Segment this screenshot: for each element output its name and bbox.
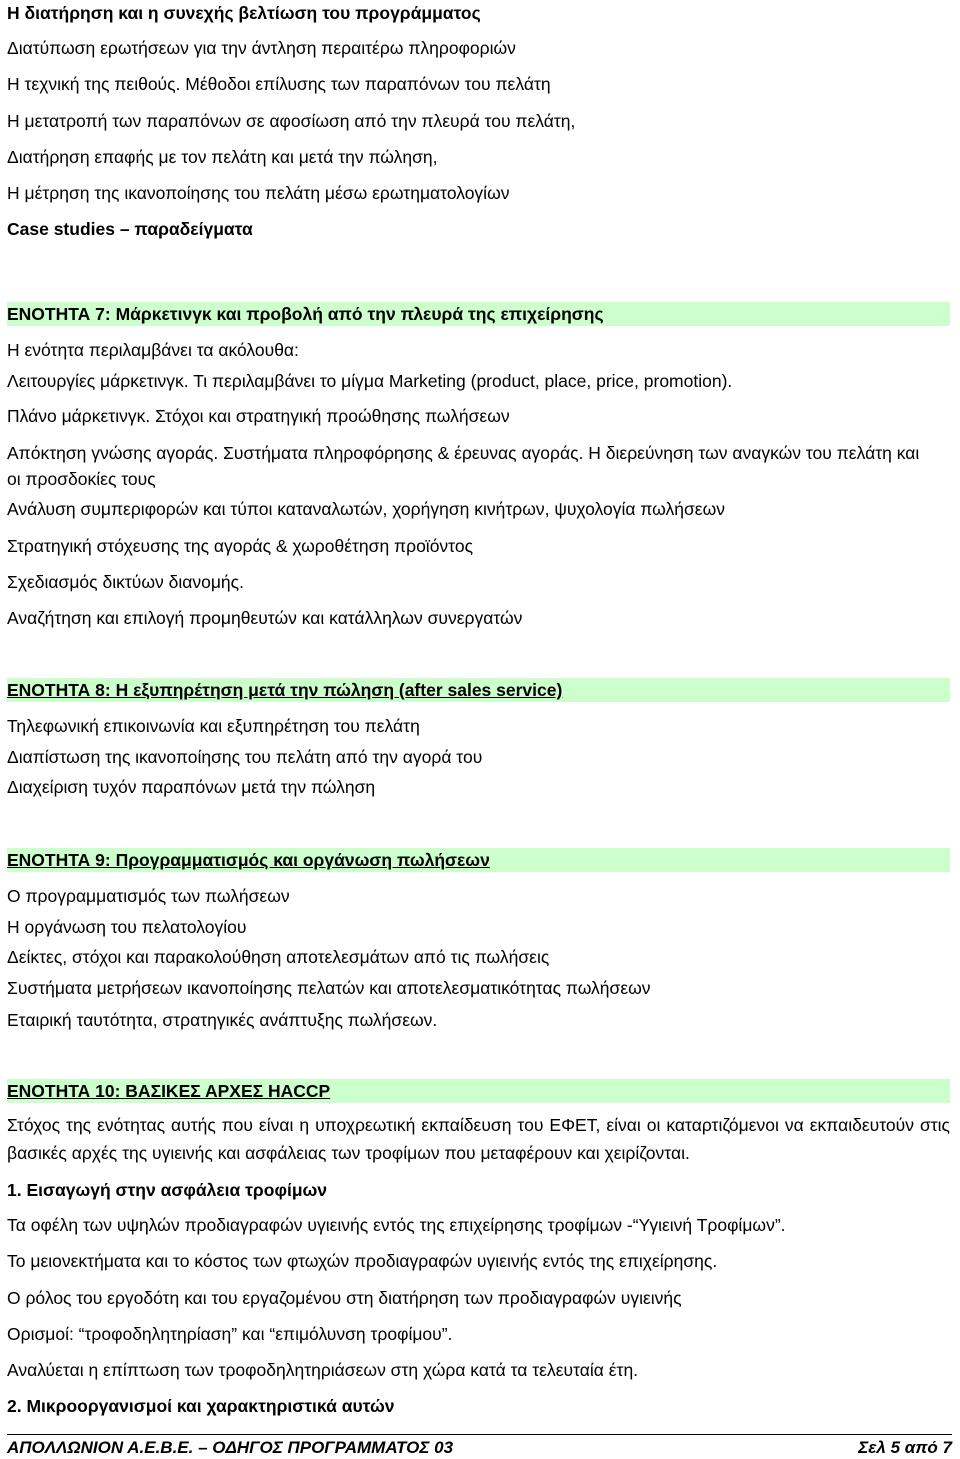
text-line: Η οργάνωση του πελατολογίου [7, 917, 247, 937]
text-line: Διαχείριση τυχόν παραπόνων μετά την πώληση [7, 777, 376, 797]
text-line: Διατήρηση επαφής με τον πελάτη και μετά την πώληση, [7, 147, 438, 167]
subsection-title: 2. Μικροοργανισμοί και χαρακτηριστικά αυτών [7, 1396, 395, 1416]
text-line: Τηλεφωνική επικοινωνία και εξυπηρέτηση του πελάτη [7, 716, 420, 736]
text-line: Case studies – παραδείγματα [7, 219, 253, 239]
text-line: Συστήματα μετρήσεων ικανοποίησης πελατών και αποτελεσματικότητας πωλήσεων [7, 978, 651, 998]
text-line: Η διατήρηση και η συνεχής βελτίωση του προγράμματος [7, 3, 481, 23]
text-line: οι προσδοκίες τους [7, 469, 156, 489]
subsection-title: 1. Εισαγωγή στην ασφάλεια τροφίμων [7, 1180, 328, 1200]
section-heading-text: ΕΝΟΤΗΤΑ 10: ΒΑΣΙΚΕΣ ΑΡΧΕΣ HACCP [7, 1081, 331, 1101]
text-line: Η μέτρηση της ικανοποίησης του πελάτη μέσω ερωτηματολογίων [7, 183, 510, 203]
section-heading-text: ΕΝΟΤΗΤΑ 7: Μάρκετινγκ και προβολή από την πλευρά της επιχείρησης [7, 304, 604, 324]
section-heading [7, 848, 950, 872]
text-line: Στρατηγική στόχευσης της αγοράς & χωροθέτηση προϊόντος [7, 536, 474, 556]
text-line: Σχεδιασμός δικτύων διανομής. [7, 572, 244, 592]
text-line: Ορισμοί: “τροφοδηλητηρίαση” και “επιμόλυνση τροφίμου”. [7, 1324, 453, 1344]
text-line: Η τεχνική της πειθούς. Μέθοδοι επίλυσης των παραπόνων του πελάτη [7, 74, 551, 94]
footer-divider [7, 1434, 952, 1435]
text-line: Η ενότητα περιλαμβάνει τα ακόλουθα: [7, 340, 299, 360]
section-heading [7, 678, 950, 702]
section-heading [7, 302, 950, 326]
text-line: Διατύπωση ερωτήσεων για την άντληση περαιτέρω πληροφοριών [7, 38, 516, 58]
text-line: Ο ρόλος του εργοδότη και του εργαζομένου στη διατήρηση των προδιαγραφών υγιεινής [7, 1288, 682, 1308]
page-number: Σελ 5 από 7 [858, 1438, 952, 1457]
text-line: Διαπίστωση της ικανοποίησης του πελάτη από την αγορά του [7, 747, 483, 767]
text-line: Ο προγραμματισμός των πωλήσεων [7, 886, 290, 906]
section-heading-text: ΕΝΟΤΗΤΑ 8: Η εξυπηρέτηση μετά την πώληση (after sales service) [7, 680, 563, 700]
text-line: Εταιρική ταυτότητα, στρατηγικές ανάπτυξης πωλήσεων. [7, 1010, 438, 1030]
section-heading [7, 1079, 950, 1103]
text-line: Η μετατροπή των παραπόνων σε αφοσίωση από την πλευρά του πελάτη, [7, 111, 576, 131]
text-line: Αναλύεται η επίπτωση των τροφοδηλητηριάσεων στη χώρα κατά τα τελευταία έτη. [7, 1360, 639, 1380]
text-line: Πλάνο μάρκετινγκ. Στόχοι και στρατηγική προώθησης πωλήσεων [7, 406, 510, 426]
page-footer [7, 1437, 952, 1459]
text-line: Απόκτηση γνώσης αγοράς. Συστήματα πληροφόρησης & έρευνας αγοράς. Η διερεύνηση των αναγκών του πελάτη και [7, 443, 920, 463]
text-line: Δείκτες, στόχοι και παρακολούθηση αποτελεσμάτων από τις πωλήσεις [7, 947, 550, 967]
text-line: Ανάλυση συμπεριφορών και τύποι καταναλωτών, χορήγηση κινήτρων, ψυχολογία πωλήσεων [7, 499, 725, 519]
text-line: Λειτουργίες μάρκετινγκ. Τι περιλαμβάνει το μίγμα Marketing (product, place, price, promotion). [7, 371, 733, 391]
footer-title: ΑΠΟΛΛΩΝΙΟΝ Α.Ε.Β.Ε. – ΟΔΗΓΟΣ ΠΡΟΓΡΑΜΜΑΤΟΣ 03 [7, 1438, 454, 1457]
section-intro-paragraph: Στόχος της ενότητας αυτής που είναι η υποχρεωτική εκπαίδευση του ΕΦΕΤ, είναι οι καταρτιζόμενοι να εκπαιδευτούν στις βασικές αρχές της υγιεινής και ασφάλειας των τροφίμων που μεταφέρουν και χειρίζονται. [7, 1115, 950, 1163]
text-line: Τα οφέλη των υψηλών προδιαγραφών υγιεινής εντός της επιχείρησης τροφίμων -“Υγιεινή Τροφίμων”. [7, 1215, 786, 1235]
text-line: Το μειονεκτήματα και το κόστος των φτωχών προδιαγραφών υγιεινής εντός της επιχείρησης. [7, 1251, 718, 1271]
section-heading-text: ΕΝΟΤΗΤΑ 9: Προγραμματισμός και οργάνωση πωλήσεων [7, 850, 490, 870]
text-line: Αναζήτηση και επιλογή προμηθευτών και κατάλληλων συνεργατών [7, 608, 523, 628]
